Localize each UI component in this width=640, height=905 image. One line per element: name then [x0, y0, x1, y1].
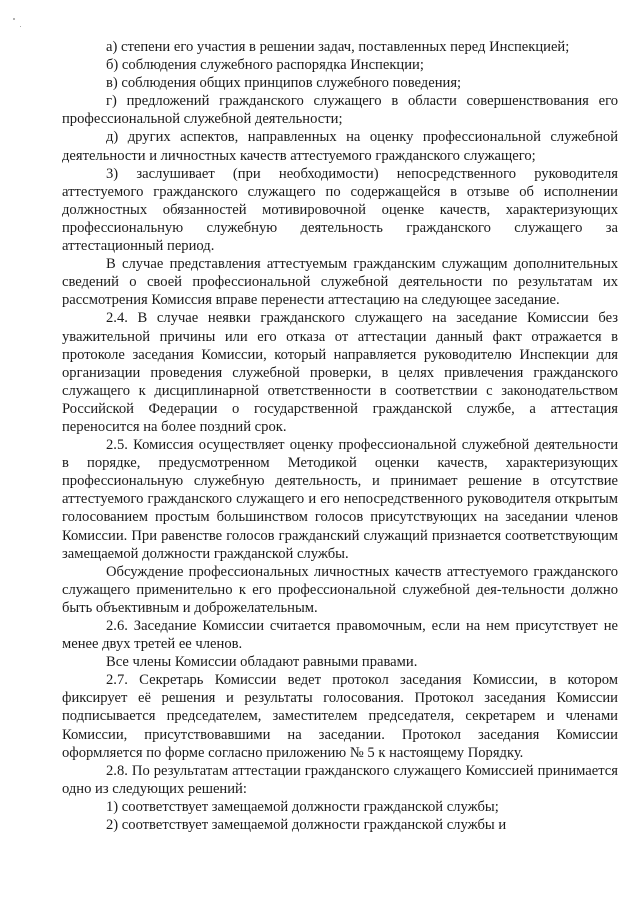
- document-page: [62, 38, 618, 834]
- scan-speck-small: [20, 26, 21, 27]
- paragraph-g: г) предложений гражданского служащего в области совершенствования его профессиональной служебной деятельности;: [62, 93, 618, 128]
- paragraph-discuss: Обсуждение профессиональных личностных качеств аттестуемого гражданского служащего применительно к его профессиональной служебной дея-тельности должно быть объективным и доброжелательным.: [62, 563, 618, 616]
- paragraph-2-6: 2.6. Заседание Комиссии считается правомочным, если на нем присутствует не менее двух третей ее членов.: [62, 618, 618, 653]
- paragraph-equal: Все члены Комиссии обладают равными правами.: [106, 654, 418, 671]
- paragraph-3: 3) заслушивает (при необходимости) непосредственного руководителя аттестуемого гражданского служащего по содержащейся в отзыве об исполнении должностных обязанностей мотивировочной оценке качеств, характеризующих профессиональную служебную деятельность гражданского служащего за аттестационный период.: [62, 165, 618, 255]
- paragraph-2-7: 2.7. Секретарь Комиссии ведет протокол заседания Комиссии, в котором фиксирует её решения и результаты голосования. Протокол заседания Комиссии подписывается председателем, заместителем председателя, секретарем и членами Комиссии, присутствовавшими на заседании. Протокол заседания Комиссии оформляется по форме согласно приложению № 5 к настоящему Порядку.: [62, 672, 618, 761]
- paragraph-2-4: 2.4. В случае неявки гражданского служащего на заседание Комиссии без уважительной причины или его отказа от аттестации данный факт отражается в протоколе заседания Комиссии, который направляется руководителю Инспекции для организации проведения служебной проверки, в целях привлечения гражданского служащего к дисциплинарной ответственности в соответствии с законодательством Российской Федерации о государственной гражданской службе, а аттестация переносится на более поздний срок.: [62, 310, 618, 435]
- paragraph-2-5: 2.5. Комиссия осуществляет оценку профессиональной служебной деятельности в порядке, предусмотренном Методикой оценки качеств, характеризующих профессиональную служебную деятельность, и принимает решение в отсутствие аттестуемого гражданского служащего и его непосредственного руководителя открытым голосованием простым большинством голосов присутствующих на заседании членов Комиссии. При равенстве голосов гражданский служащий признается соответствующим замещаемой должности гражданской службы.: [62, 437, 618, 562]
- scan-speck: [13, 18, 15, 20]
- paragraph-b: б) соблюдения служебного распорядка Инспекции;: [106, 57, 424, 74]
- paragraph-d: д) других аспектов, направленных на оценку профессиональной служебной деятельности и личностных качеств аттестуемого гражданского служащего;: [62, 129, 618, 164]
- paragraph-v: в) соблюдения общих принципов служебного поведения;: [106, 75, 462, 92]
- paragraph-case: В случае представления аттестуемым гражданским служащим дополнительных сведений о своей профессиональной служебной деятельности по результатам их рассмотрения Комиссия вправе перенести аттестацию на следующее заседание.: [62, 256, 618, 309]
- paragraph-2-8: 2.8. По результатам аттестации гражданского служащего Комиссией принимается одно из следующих решений:: [62, 762, 618, 797]
- paragraph-a: а) степени его участия в решении задач, поставленных перед Инспекцией;: [106, 39, 570, 55]
- paragraph-r2: 2) соответствует замещаемой должности гражданской службы и: [106, 817, 507, 834]
- paragraph-r1: 1) соответствует замещаемой должности гражданской службы;: [106, 798, 499, 815]
